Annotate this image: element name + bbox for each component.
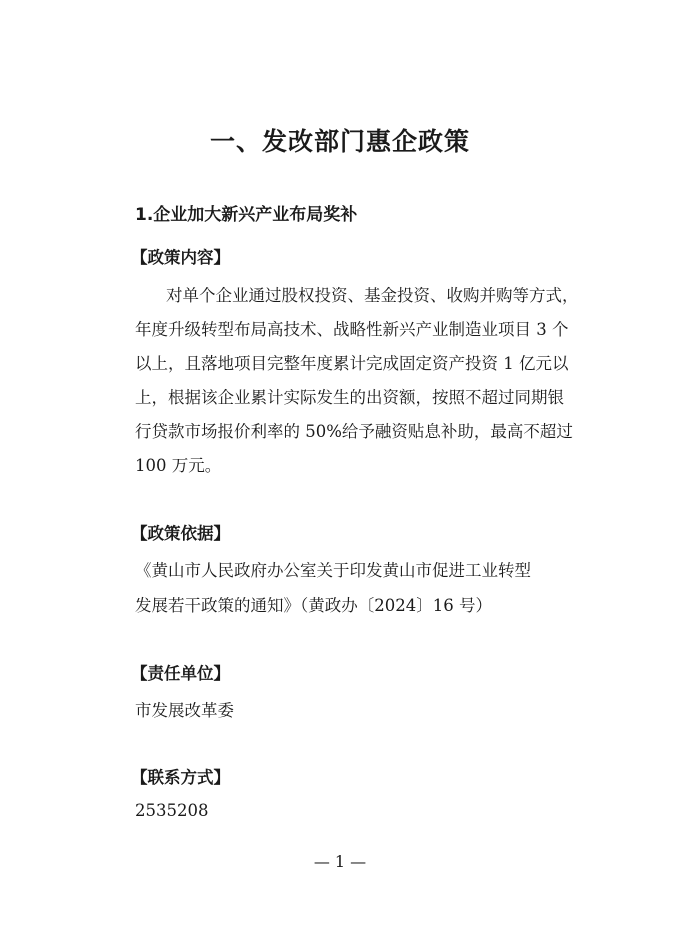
page-title: 一、发改部门惠企政策 xyxy=(209,127,470,156)
policy-basis-line: 发展若干政策的通知》（黄政办〔2024〕16 号） xyxy=(135,596,492,615)
policy-content-line: 上，根据该企业累计实际发生的出资额，按照不超过同期银 xyxy=(135,388,564,407)
policy-content-line: 以上，且落地项目完整年度累计完成固定资产投资 1 亿元以 xyxy=(135,354,569,373)
policy-content-line: 年度升级转型布局高技术、战略性新兴产业制造业项目 3 个 xyxy=(135,320,569,339)
responsible-unit-value: 市发展改革委 xyxy=(135,701,234,720)
contact-label: 【联系方式】 xyxy=(131,768,230,787)
responsible-unit-label: 【责任单位】 xyxy=(131,664,230,683)
policy-subheading: 1.企业加大新兴产业布局奖补 xyxy=(135,205,358,225)
policy-content-line: 100 万元。 xyxy=(135,456,222,475)
policy-content-label: 【政策内容】 xyxy=(131,248,230,267)
policy-basis-line: 《黄山市人民政府办公室关于印发黄山市促进工业转型 xyxy=(135,561,531,580)
policy-content-line: 对单个企业通过股权投资、基金投资、收购并购等方式， xyxy=(166,286,579,305)
page-number: — 1 — xyxy=(313,852,367,871)
policy-basis-label: 【政策依据】 xyxy=(131,524,230,543)
policy-content-line: 行贷款市场报价利率的 50%给予融资贴息补助，最高不超过 xyxy=(135,422,573,441)
contact-phone: 2535208 xyxy=(135,801,209,820)
